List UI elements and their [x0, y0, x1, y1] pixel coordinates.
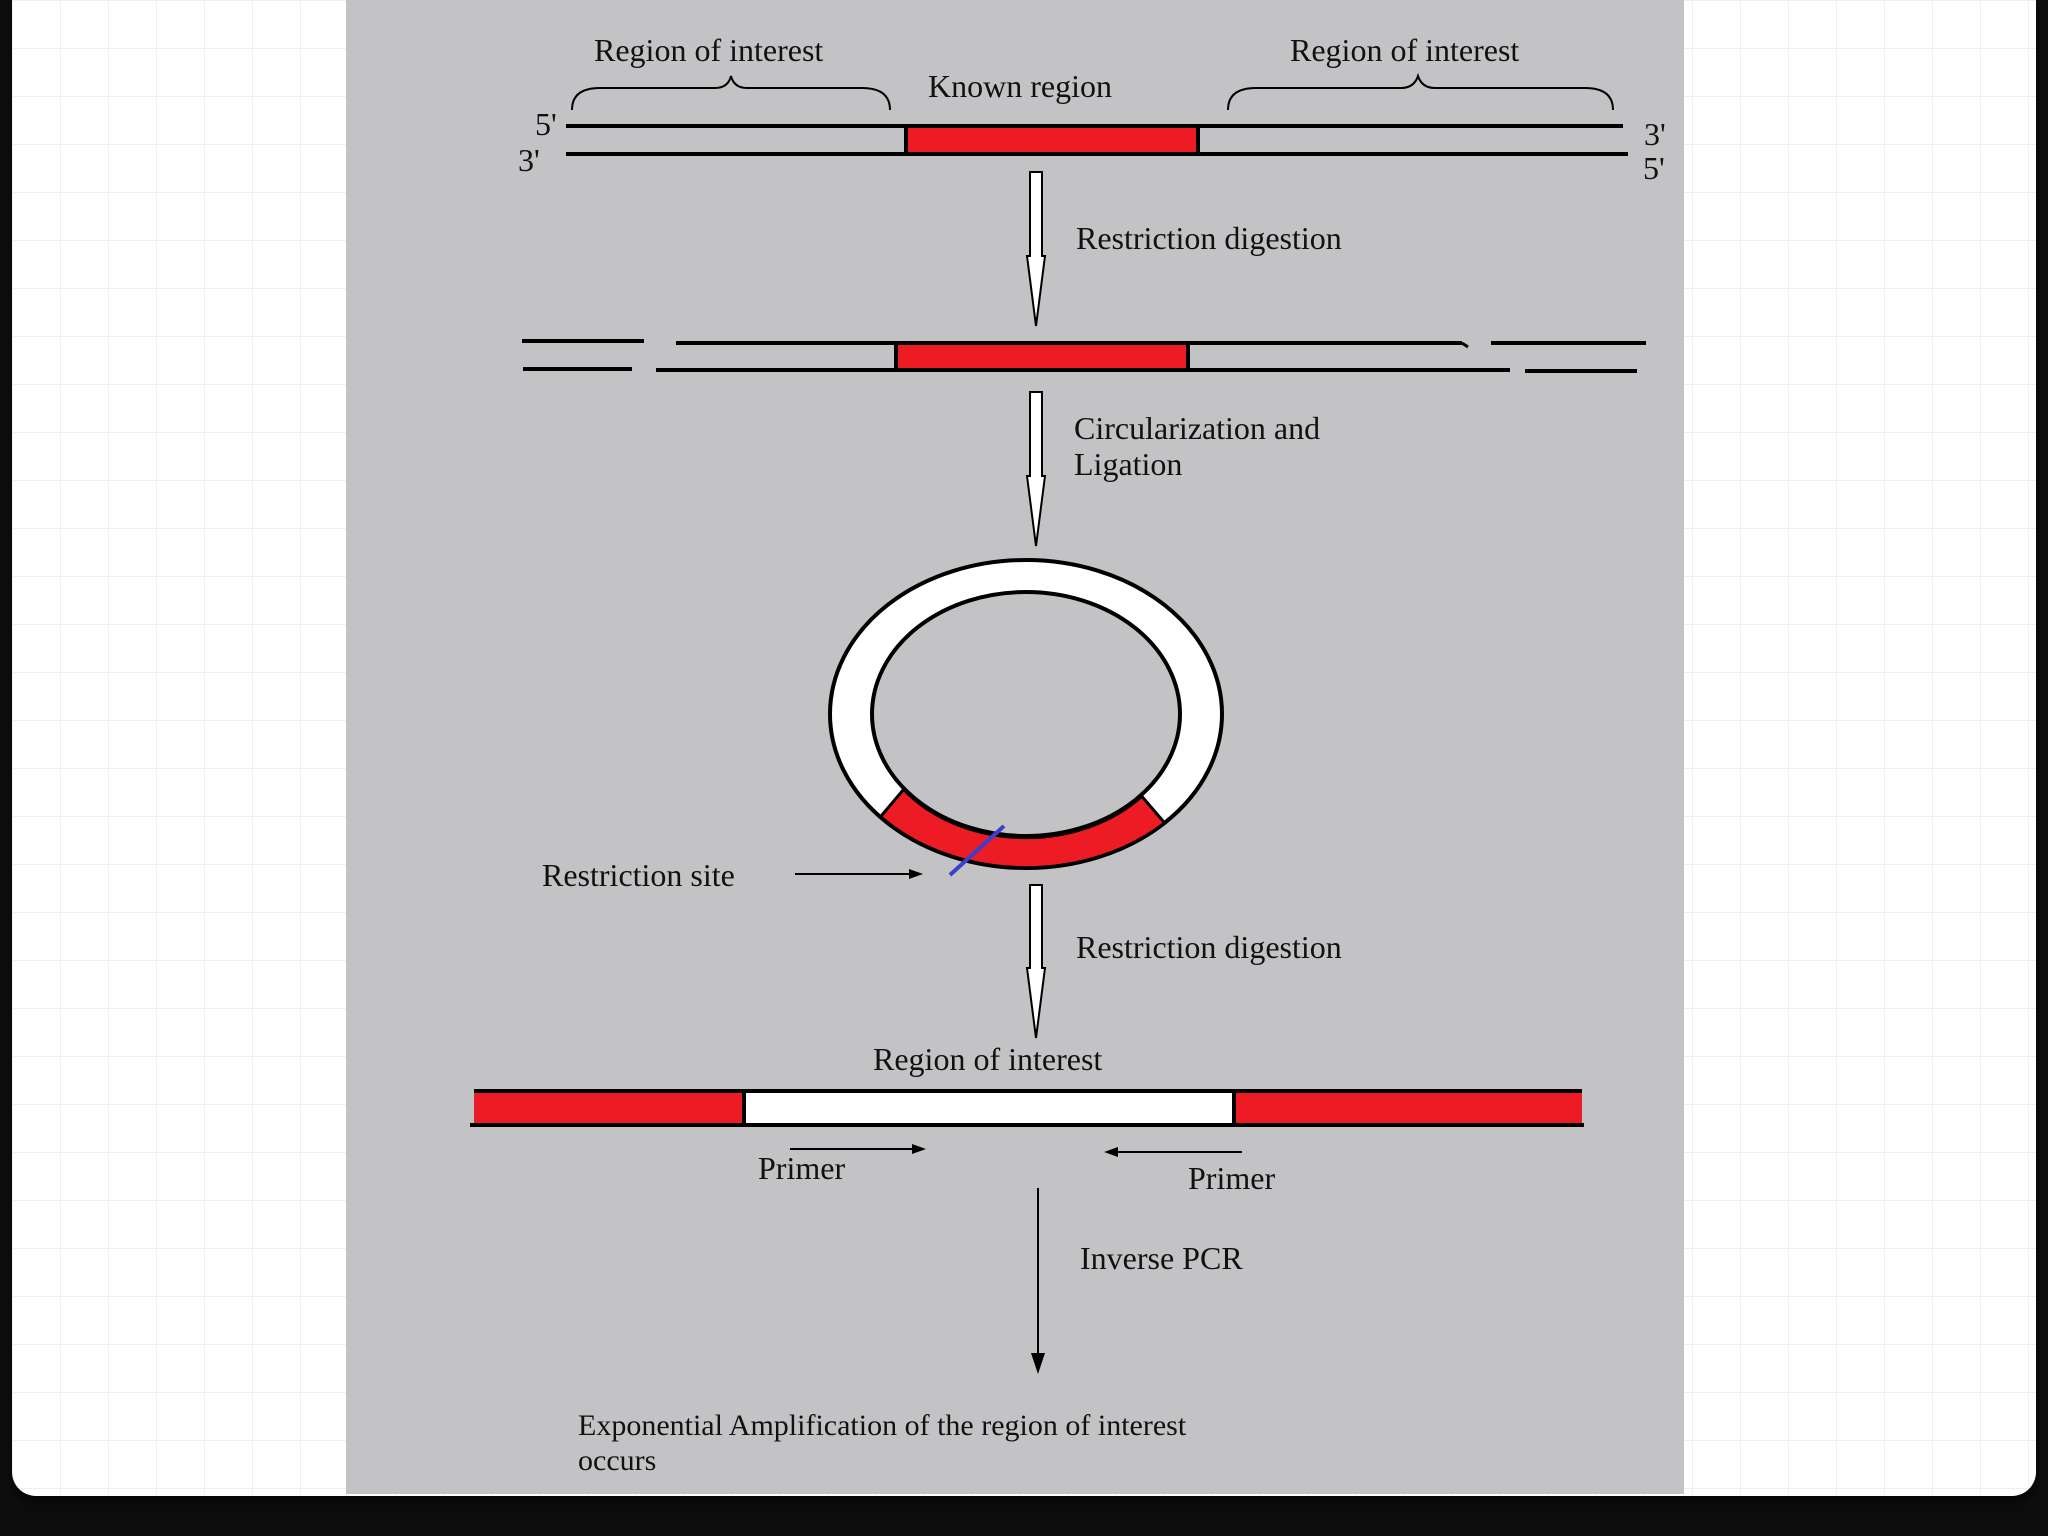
label-result-line1: Exponential Amplification of the region of interest — [578, 1409, 1187, 1442]
step-arrow-1 — [1027, 172, 1045, 326]
label-step-circularization-line1: Circularization and — [1074, 410, 1321, 446]
known-region-block — [906, 126, 1198, 154]
label-step-restriction-digestion-1: Restriction digestion — [1076, 220, 1342, 256]
label-restriction-site: Restriction site — [542, 857, 735, 893]
label-step-restriction-digestion-2: Restriction digestion — [1076, 929, 1342, 965]
step-arrow-2 — [1027, 392, 1045, 546]
step-arrow-3 — [1027, 885, 1045, 1038]
label-result-line2: occurs — [578, 1444, 657, 1477]
linear-dna-inverted — [470, 1091, 1584, 1125]
label-known-region: Known region — [928, 68, 1112, 104]
dna-duplex-original — [566, 126, 1628, 154]
region-of-interest-block — [744, 1091, 1234, 1125]
circular-dna — [830, 560, 1222, 875]
brace-right — [1228, 76, 1613, 110]
label-three-prime-left: 3' — [518, 142, 540, 178]
label-region-of-interest-right: Region of interest — [1290, 32, 1520, 68]
label-five-prime-left: 5' — [535, 106, 557, 142]
brace-left — [572, 76, 890, 110]
label-region-of-interest-left: Region of interest — [594, 32, 824, 68]
label-primer-left: Primer — [758, 1150, 846, 1186]
label-step-inverse-pcr: Inverse PCR — [1080, 1240, 1243, 1276]
dna-fragments-digested — [522, 341, 1646, 371]
known-region-block-fragment — [896, 343, 1188, 370]
label-region-of-interest-linear: Region of interest — [873, 1041, 1103, 1077]
label-step-circularization-line2: Ligation — [1074, 446, 1183, 482]
label-five-prime-right: 5' — [1643, 150, 1665, 186]
label-three-prime-right: 3' — [1644, 116, 1666, 152]
label-primer-right: Primer — [1188, 1160, 1276, 1196]
